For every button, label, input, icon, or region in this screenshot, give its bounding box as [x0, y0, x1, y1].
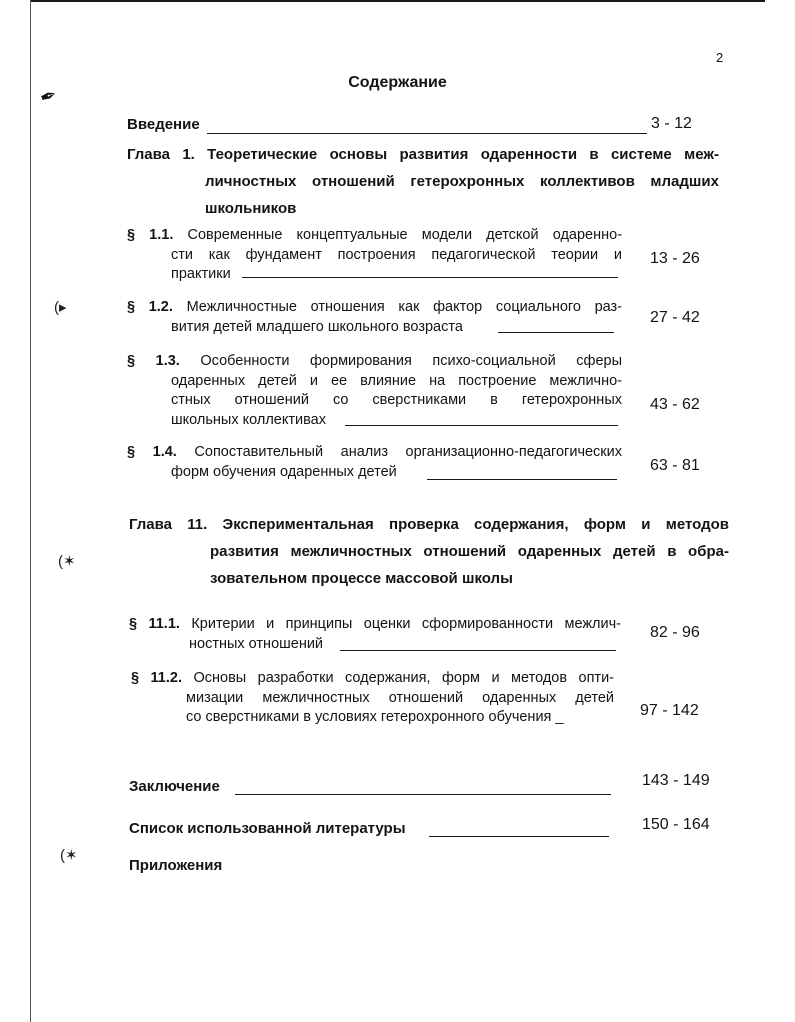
section-number: § 1.3.: [127, 353, 180, 369]
section-number: § 1.1.: [127, 227, 174, 243]
toc-references-label: Список использованной литературы: [129, 820, 406, 837]
chapter2-title-line3: зовательном процессе массовой школы: [210, 570, 513, 587]
chapter1-title-line3: школьников: [205, 200, 297, 217]
leader-line: [427, 479, 617, 480]
toc-intro-pages: 3 - 12: [651, 115, 692, 132]
section-text-line: Критерии и принципы оценки сформированности межлич-: [191, 616, 621, 632]
chapter1-title-line2: личностных отношений гетерохронных коллективов младших: [205, 173, 719, 190]
chapter2-title-line1: Глава 11. Экспериментальная проверка содержания, форм и методов: [129, 516, 729, 533]
margin-mark-icon: (✶: [60, 847, 78, 864]
section-text-line: ностных отношений: [189, 635, 324, 652]
page-number: 2: [716, 50, 724, 65]
section-text-line: Современные концептуальные модели детской одаренно-: [187, 227, 623, 243]
toc-conclusion-pages: 143 - 149: [642, 772, 710, 789]
section-text-line: Сопоставительный анализ организационно-педагогических: [194, 444, 623, 460]
section-text-line: одаренных детей и ее влияние на построение межлично-: [171, 372, 622, 389]
section-number: § 11.2.: [131, 670, 182, 686]
chapter1-title-line1: Глава 1. Теоретические основы развития одаренности в системе меж-: [127, 146, 719, 163]
toc-section-1-3: [127, 352, 622, 430]
scan-top-edge: [30, 0, 765, 2]
section-number: § 1.4.: [127, 444, 177, 460]
leader-line: [429, 836, 609, 837]
section-pages: 27 - 42: [650, 309, 700, 326]
leader-line: [498, 332, 614, 333]
section-text-line: стных отношений со сверстниками в гетерохронных: [171, 392, 622, 408]
toc-section-1-1: [127, 226, 622, 285]
section-number: § 1.2.: [127, 299, 173, 315]
section-pages: 13 - 26: [650, 250, 700, 267]
section-text-line: со сверстниками в условиях гетерохронного обучения _: [186, 709, 564, 725]
section-number: § 11.1.: [129, 616, 180, 632]
toc-section-11-1: [129, 615, 621, 654]
ink-blot-icon: ✒: [36, 83, 61, 111]
toc-appendix-label: Приложения: [129, 857, 223, 874]
toc-section-1-4: [127, 443, 622, 482]
scan-left-edge: [30, 0, 31, 1022]
leader-line: [235, 794, 611, 795]
leader-line: [345, 425, 618, 426]
leader-line: [340, 650, 616, 651]
section-pages: 82 - 96: [650, 624, 700, 641]
chapter2-title-line2: развития межличностных отношений одаренных детей в обра-: [210, 543, 729, 560]
margin-mark-icon: (▸: [54, 299, 67, 316]
toc-intro-label: Введение: [127, 116, 200, 133]
section-text-line: Межличностные отношения как фактор социального раз-: [186, 299, 623, 315]
section-pages: 63 - 81: [650, 457, 700, 474]
toc-section-11-2: [131, 669, 614, 728]
section-text-line: школьных коллективах: [171, 411, 326, 428]
margin-mark-icon: (✶: [58, 553, 76, 570]
section-text-line: мизации межличностных отношений одаренных детей: [186, 689, 614, 706]
toc-references-pages: 150 - 164: [642, 816, 710, 833]
leader-line: [207, 133, 647, 134]
toc-conclusion-label: Заключение: [129, 778, 220, 795]
section-text-line: Особенности формирования психо-социальной сферы: [200, 353, 623, 369]
section-pages: 97 - 142: [640, 702, 699, 719]
section-text-line: сти как фундамент построения педагогической теории и: [171, 246, 622, 263]
section-text-line: вития детей младшего школьного возраста: [171, 318, 463, 335]
section-text-line: Основы разработки содержания, форм и методов опти-: [193, 670, 615, 686]
section-text-line: практики: [171, 266, 231, 282]
section-text-line: форм обучения одаренных детей: [171, 463, 397, 480]
page-title: Содержание: [348, 74, 447, 91]
section-pages: 43 - 62: [650, 396, 700, 413]
leader-line: [242, 277, 618, 278]
